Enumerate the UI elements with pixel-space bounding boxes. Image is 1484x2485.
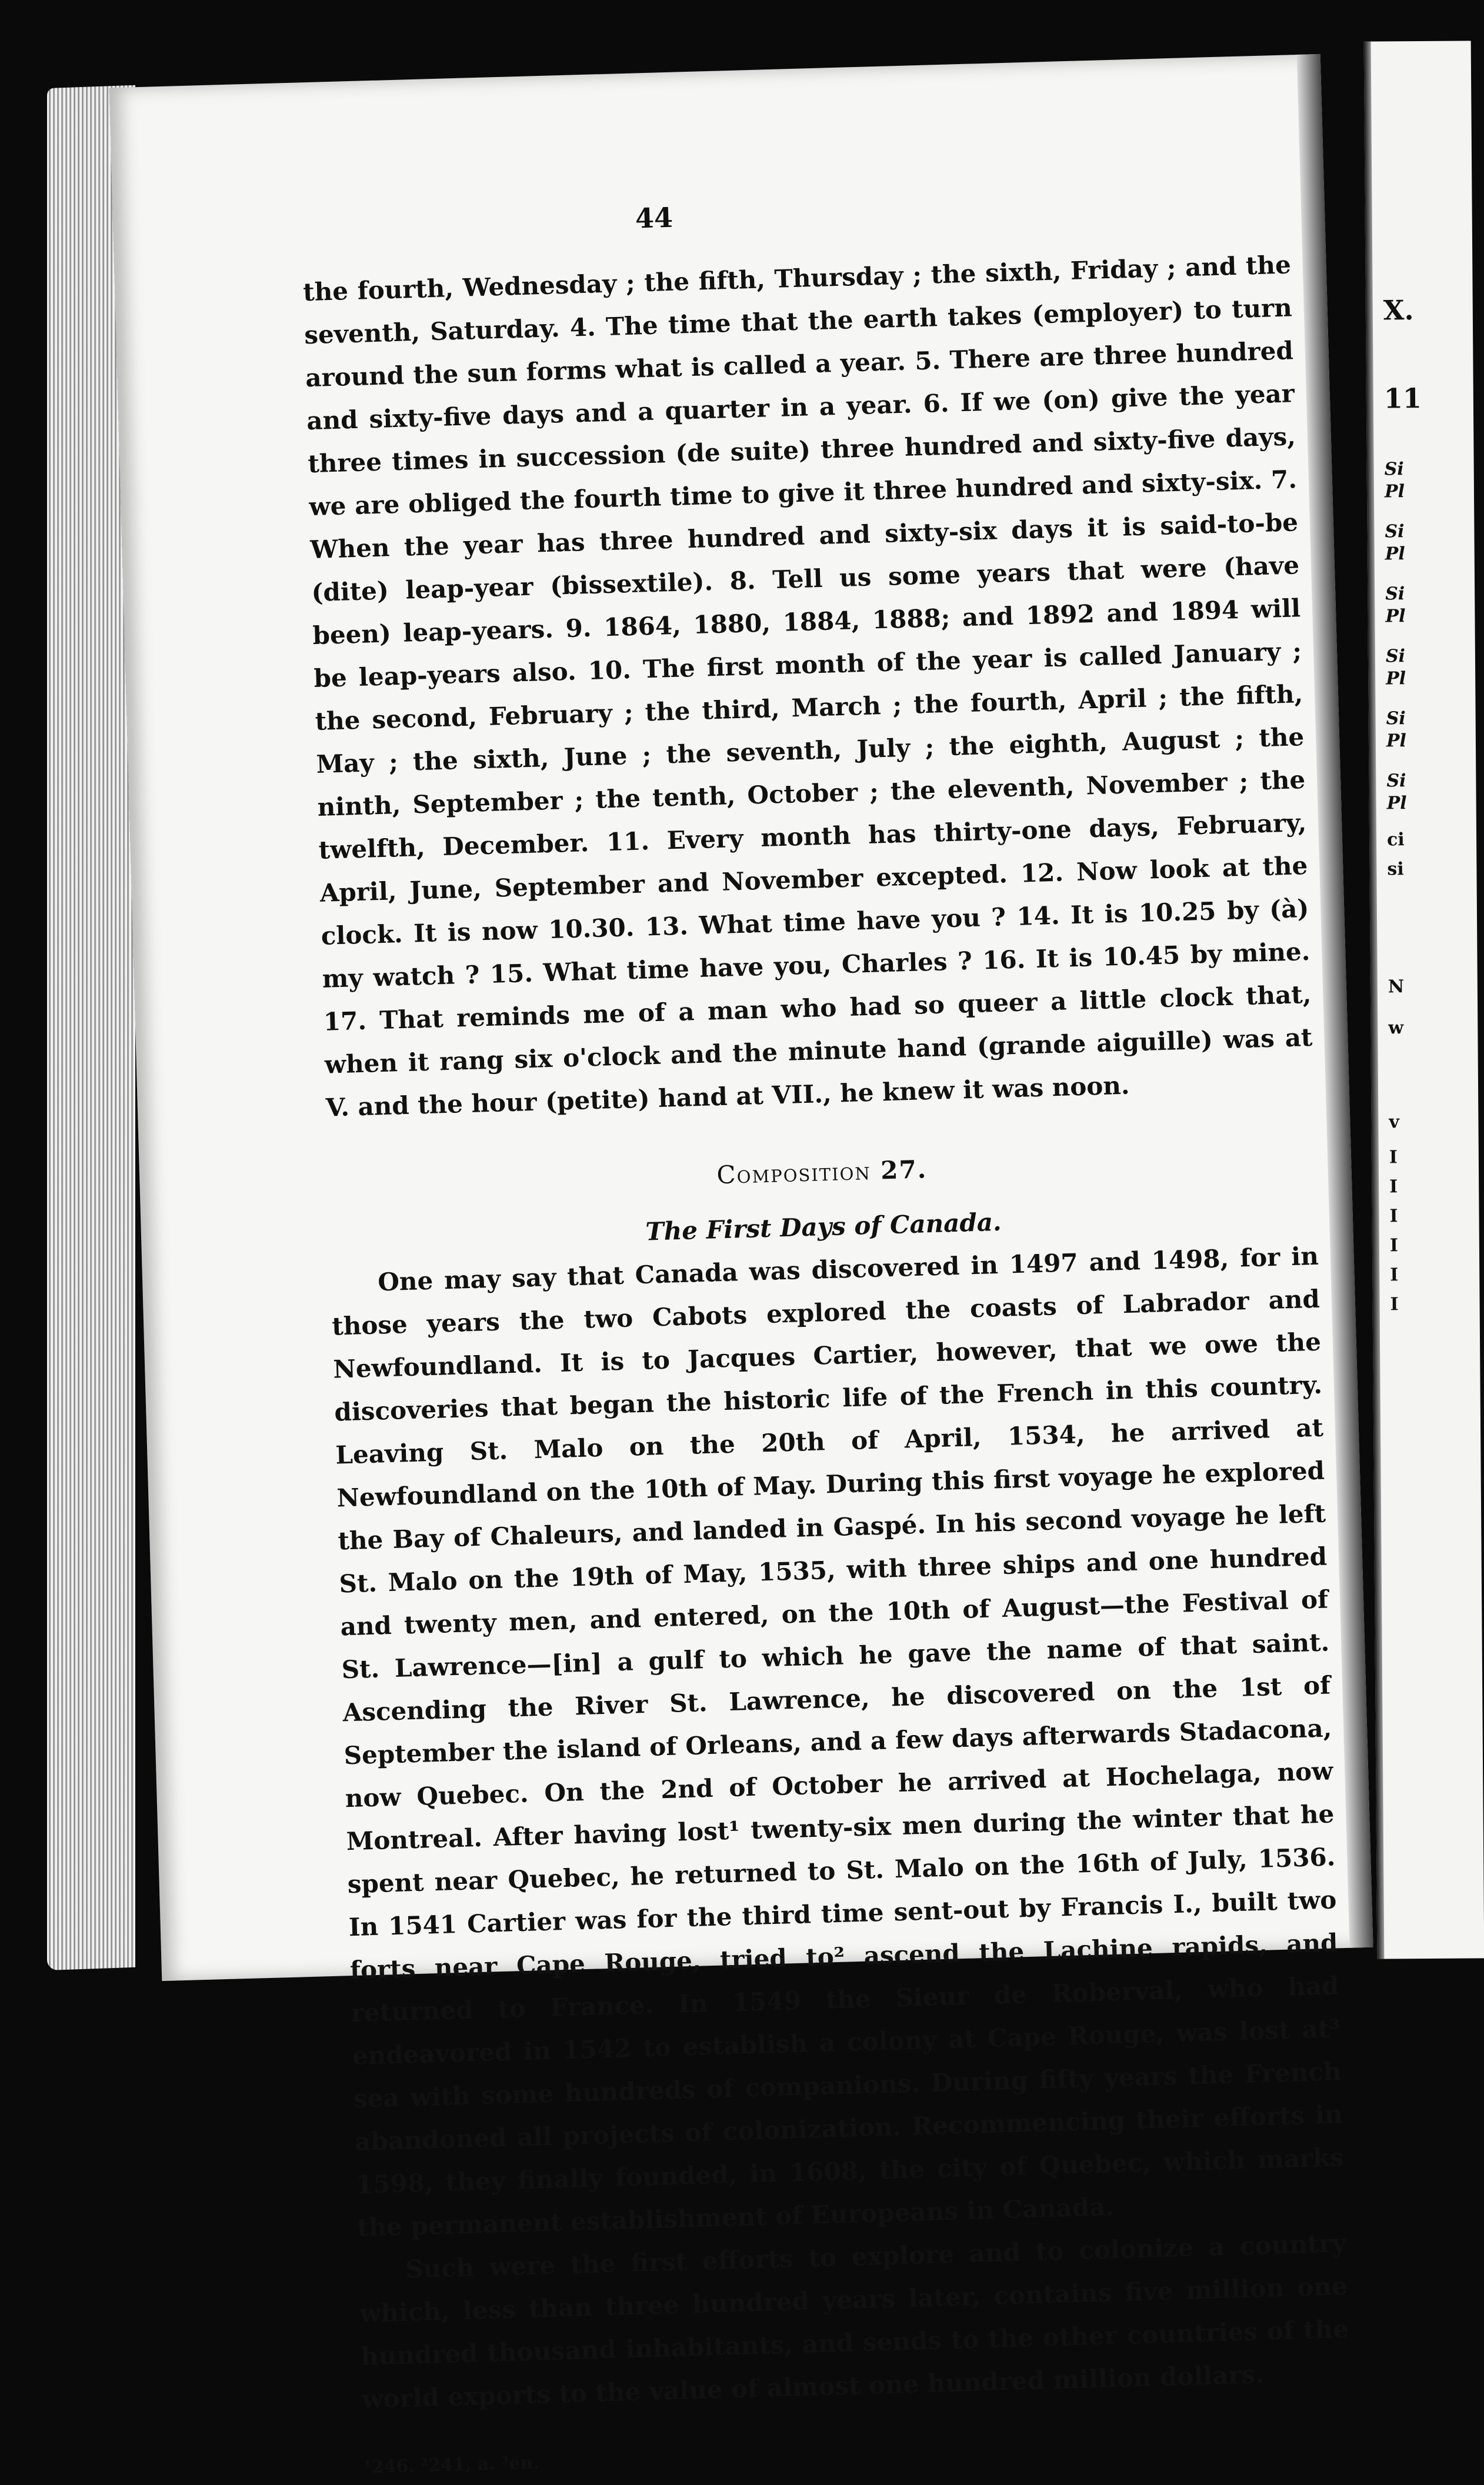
facing-lower-fragment: v [1389,1112,1400,1133]
facing-line-fragment: Si [1384,459,1404,480]
page-number: 44 [635,201,673,235]
facing-line-fragment: Pl [1384,481,1405,502]
facing-line-fragment: Pl [1385,543,1405,565]
page-body [302,243,1352,2479]
facing-line-fragment: Si [1385,646,1406,667]
facing-lower-fragment: I [1389,1235,1399,1256]
facing-lower-fragment: I [1389,1147,1398,1168]
book-page [109,54,1373,2478]
facing-line-fragment: Si [1386,770,1406,792]
facing-page-spine [1364,42,1385,1959]
composition-label: Composition [716,1156,872,1190]
composition-title: The First Days of Canada. [645,1207,1002,1246]
facing-lower-fragment: ci [1386,829,1405,850]
footnotes: ¹246. ²241, a. ³en. [364,2452,540,2478]
facing-lower-fragment: I [1389,1176,1398,1198]
facing-lower-fragment: I [1390,1265,1399,1286]
composition-number: 27. [880,1155,928,1185]
composition-paragraph-2: Such were the first efforts to explore and to colonize a country which, less than three hundred years later, contains five million one hundred thousand inhabitants, and sends to the other countries of the world exports to the value of almost one hundred million dollars. [359,2229,1349,2414]
facing-lower-fragment: N [1388,976,1405,998]
facing-line-fragment: Pl [1385,606,1406,627]
facing-line-fragment: Pl [1386,668,1406,689]
facing-line-fragment: Pl [1386,793,1407,814]
facing-line-fragment: Si [1386,708,1406,729]
facing-lower-fragment: I [1390,1294,1399,1315]
facing-heading: X. [1383,294,1414,326]
facing-line-fragment: Si [1385,521,1405,542]
composition-paragraph-1: One may say that Canada was discovered in 1497 and 1498, for in those years the two Cabots explored the coasts of Labrador and Newfoundland. It is to Jacques Cartier, however, that we owe the discoveries that began the historic life of the French in this country. Leaving St. Malo on the 20th of April, 1534, he arrived at Newfoundland on the 10th of May. During this first voyage he explored the Bay of Chaleurs, and landed in Gaspé. In his second voyage he left St. Malo on the 19th of May, 1535, with three ships and one hundred and twenty men, and entered, on the 10th of August—the Festival of St. Lawrence—[in] a gulf to which he gave the name of that saint. Ascending the River St. Lawrence, he discovered on the 1st of September the island of Orleans, and a few days afterwards Stadacona, now Quebec. On the 2nd of October he arrived at Hochelaga, now Montreal. After having lost¹ twenty-six men during the winter that he spent near Quebec, he returned to St. Malo on the 16th of July, 1536. In 1541 Cartier was for the third time sent-out by Francis I., built two forts near Cape Rouge, tried to² ascend the Lachine rapids, and returned to France. In 1549 the Sieur de Roberval, who had endeavored in 1542 to establish a colony at Cape Rouge, was lost at³ sea with some hundreds of companions. During fifty years the French abandoned all projects of colonization. Recommencing their efforts in 1598, they finally founded, in 1608, the city of Quebec, which marks the permanent establishment of Europeans in Canada. [331,1241,1345,2243]
facing-lower-fragment: si [1387,859,1404,880]
facing-line-fragment: Pl [1386,731,1407,752]
facing-number: 11 [1383,382,1422,415]
facing-lower-fragment: I [1389,1206,1398,1227]
exercise-paragraph: the fourth, Wednesday ; the fifth, Thursday ; the sixth, Friday ; and the seventh, Saturday. 4. The time that the earth takes (employer) to turn around the sun forms what is called a year. 5. There are three hundred and sixty-five days and a quarter in a year. 6. If we (on) give the year three times in succession (de suite) three hundred and sixty-five days, we are obliged the fourth time to give it three hundred and sixty-six. 7. When the year has three hundred and sixty-six days it is said-to-be (dite) leap-year (bissextile). 8. Tell us some years that were (have been) leap-years. 9. 1864, 1880, 1884, 1888; and 1892 and 1894 will be leap-years also. 10. The first month of the year is called January ; the second, February ; the third, March ; the fourth, April ; the fifth, May ; the sixth, June ; the seventh, July ; the eighth, August ; the ninth, September ; the tenth, October ; the eleventh, November ; the twelfth, December. 11. Every month has thirty-one days, February, April, June, September and November excepted. 12. Now look at the clock. It is now 10.30. 13. What time have you ? 14. It is 10.25 by (à) my watch ? 15. What time have you, Charles ? 16. It is 10.45 by mine. 17. That reminds me of a man who had so queer a little clock that, when it rang six o'clock and the minute hand (grande aiguille) was at V. and the hour (petite) hand at VII., he knew it was noon. [302,250,1313,1122]
facing-line-fragment: Si [1385,583,1405,605]
facing-lower-fragment: w [1388,1018,1404,1039]
facing-page [1364,41,1484,1959]
